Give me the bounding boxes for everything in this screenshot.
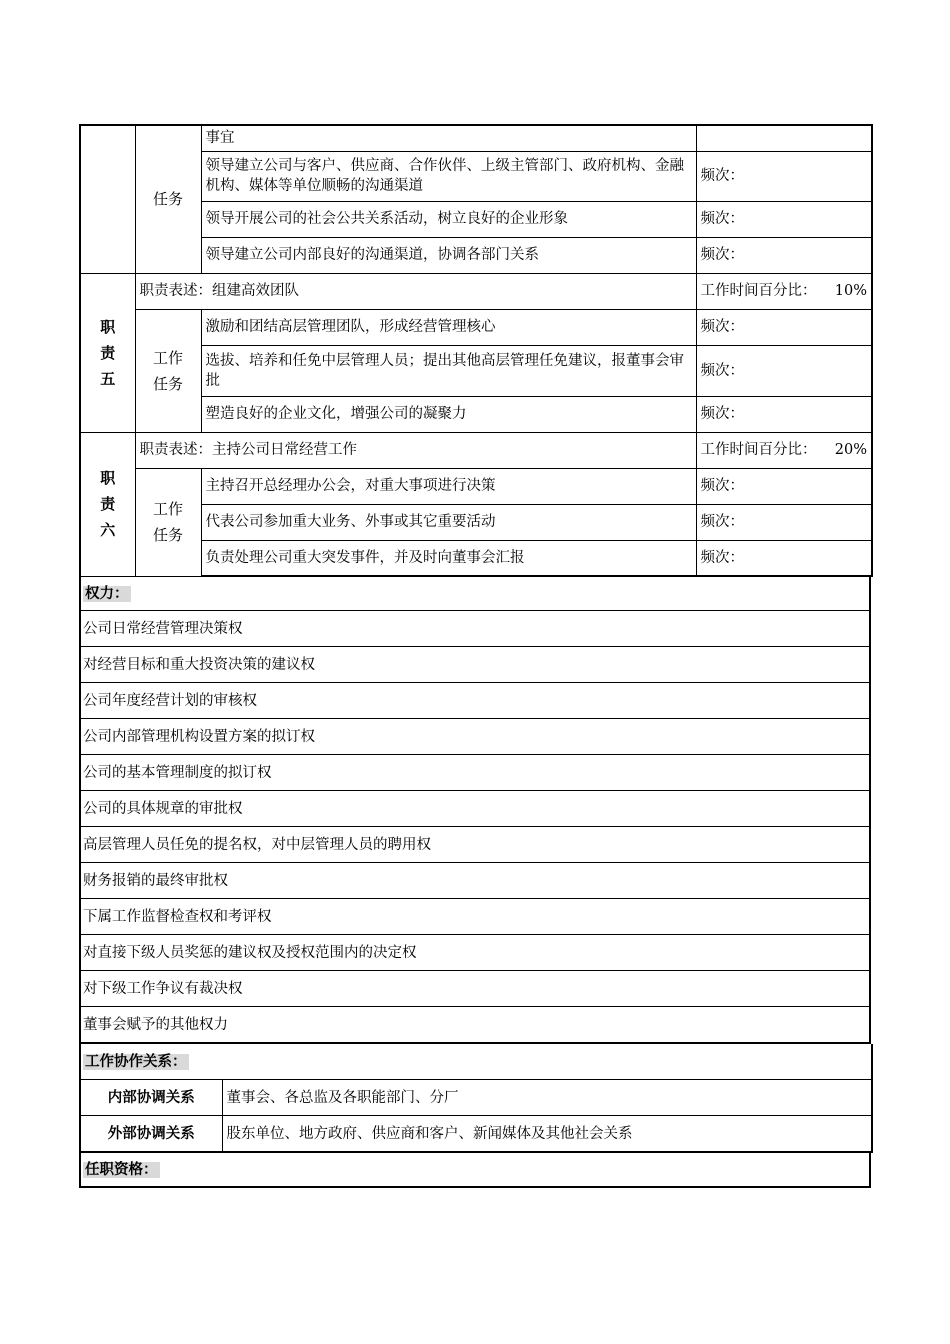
power-item: 公司日常经营管理决策权: [80, 611, 870, 647]
internal-coordination-label: 内部协调关系: [80, 1080, 222, 1116]
time-percent-label: 工作时间百分比：: [700, 442, 817, 458]
power-item: 董事会赋予的其他权力: [80, 1007, 870, 1044]
time-percent-value: 20%: [834, 442, 867, 458]
job-description-page: [79, 124, 871, 1188]
external-coordination-value: 股东单位、地方政府、供应商和客户、新闻媒体及其他社会关系: [222, 1116, 872, 1153]
task-label-line: 任务: [152, 374, 183, 393]
task-frequency: 频次：: [696, 504, 872, 540]
cooperation-heading-cell: [80, 1044, 872, 1080]
power-item: 公司内部管理机构设置方案的拟订权: [80, 719, 870, 755]
power-item: 下属工作监督检查权和考评权: [80, 899, 870, 935]
task-frequency: 频次：: [696, 468, 872, 504]
duty-6-description: 职责表述：主持公司日常经营工作: [135, 432, 696, 468]
power-item: 公司的具体规章的审批权: [80, 791, 870, 827]
duty-label-cell: [80, 125, 135, 273]
external-coordination-label: 外部协调关系: [80, 1116, 222, 1153]
task-frequency: 频次：: [696, 540, 872, 576]
duty-6-label-char: 六: [100, 521, 116, 539]
power-item: 公司年度经营计划的审核权: [80, 683, 870, 719]
task-text: 领导建立公司内部良好的沟通渠道，协调各部门关系: [201, 237, 696, 273]
task-frequency: 频次：: [696, 237, 872, 273]
duty-5-time-percent: [696, 273, 872, 309]
task-frequency: [696, 125, 872, 151]
task-label-line: 任务: [152, 526, 183, 544]
power-item: 公司的基本管理制度的拟订权: [80, 755, 870, 791]
duties-table: [79, 124, 873, 577]
task-text: 领导建立公司与客户、供应商、合作伙伴、上级主管部门、政府机构、金融机构、媒体等单位顺畅的沟通渠道: [201, 151, 696, 201]
task-text: 主持召开总经理办公会，对重大事项进行决策: [201, 468, 696, 504]
qualification-heading: 任职资格：: [85, 1161, 158, 1178]
duty-5-label: [80, 273, 135, 432]
powers-table: [79, 577, 871, 1044]
powers-heading: 权力：: [85, 585, 129, 602]
task-text: 激励和团结高层管理团队，形成经营管理核心: [201, 309, 696, 345]
power-item: 高层管理人员任免的提名权，对中层管理人员的聘用权: [80, 827, 870, 863]
task-text: 事宜: [201, 125, 696, 151]
duty-5-label-char: 职: [100, 317, 116, 336]
power-item: 对经营目标和重大投资决策的建议权: [80, 647, 870, 683]
duty-5-description: 职责表述：组建高效团队: [135, 273, 696, 309]
task-frequency: 频次：: [696, 201, 872, 237]
power-item: 对直接下级人员奖惩的建议权及授权范围内的决定权: [80, 935, 870, 971]
power-item: 对下级工作争议有裁决权: [80, 971, 870, 1007]
duty-5-label-char: 责: [100, 343, 116, 362]
task-frequency: 频次：: [696, 396, 872, 432]
task-text: 领导开展公司的社会公共关系活动，树立良好的企业形象: [201, 201, 696, 237]
task-label-line: 工作: [152, 500, 183, 518]
task-label-line: 工作: [152, 348, 183, 367]
duty-6-label: [80, 432, 135, 576]
task-label: 任务: [135, 125, 201, 273]
duty-5-task-label: [135, 309, 201, 432]
duty-6-label-char: 责: [100, 495, 116, 513]
duty-6-time-percent: [696, 432, 872, 468]
qualification-heading-cell: [80, 1153, 870, 1187]
duty-6-label-char: 职: [100, 469, 116, 487]
time-percent-value: 10%: [834, 283, 867, 299]
power-item: 财务报销的最终审批权: [80, 863, 870, 899]
task-frequency: 频次：: [696, 309, 872, 345]
task-text: 代表公司参加重大业务、外事或其它重要活动: [201, 504, 696, 540]
powers-heading-cell: [80, 577, 870, 611]
task-frequency: 频次：: [696, 345, 872, 396]
task-text: 负责处理公司重大突发事件，并及时向董事会汇报: [201, 540, 696, 576]
cooperation-table: [79, 1044, 873, 1153]
duty-5-label-char: 五: [100, 369, 116, 388]
task-text: 塑造良好的企业文化，增强公司的凝聚力: [201, 396, 696, 432]
task-frequency: 频次：: [696, 151, 872, 201]
task-text: 选拔、培养和任免中层管理人员；提出其他高层管理任免建议，报董事会审批: [201, 345, 696, 396]
qualification-table: [79, 1153, 871, 1188]
time-percent-label: 工作时间百分比：: [700, 283, 817, 299]
cooperation-heading: 工作协作关系：: [85, 1053, 187, 1070]
duty-6-task-label: [135, 468, 201, 576]
internal-coordination-value: 董事会、各总监及各职能部门、分厂: [222, 1080, 872, 1116]
